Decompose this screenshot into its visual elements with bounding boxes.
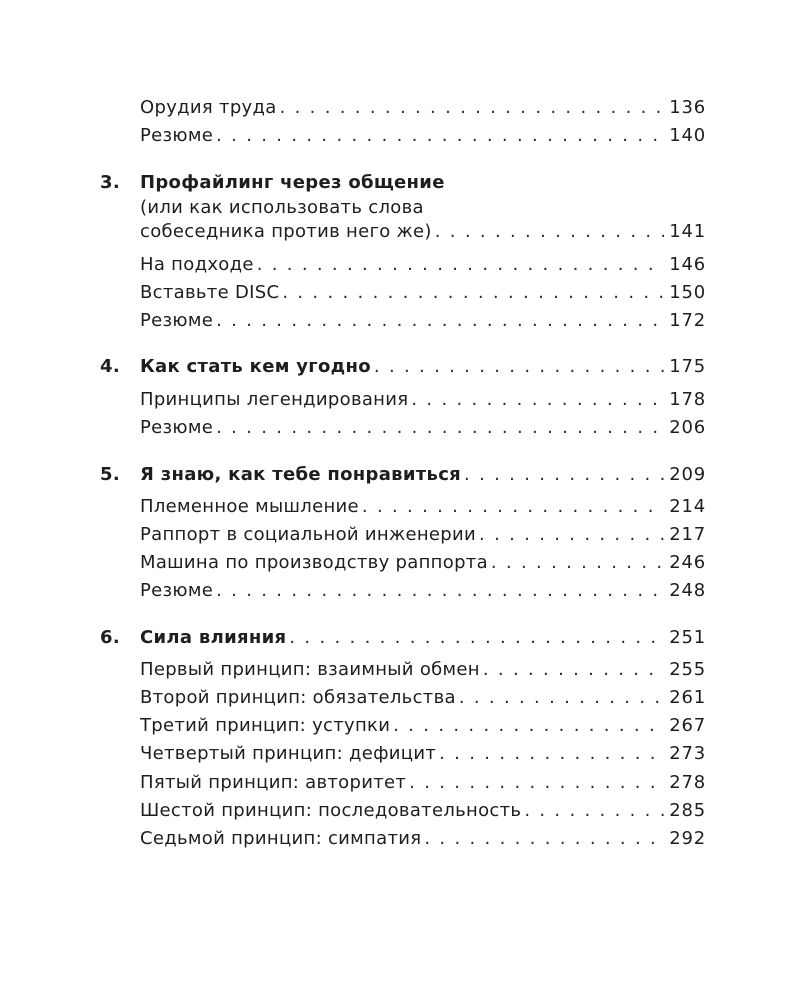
toc-entry-page: 261 (669, 687, 706, 708)
dot-leader (439, 740, 664, 768)
toc-entry-title: Шестой принцип: последовательность (140, 800, 522, 821)
toc-entry-page: 217 (669, 524, 706, 545)
toc-entry-title: Племенное мышление (140, 496, 359, 517)
chapter-page: 209 (669, 464, 706, 485)
toc-entry-title: Машина по производству раппорта (140, 552, 488, 573)
toc-entry[interactable] (140, 740, 706, 768)
dot-leader (411, 386, 664, 414)
chapter-heading[interactable] (140, 218, 706, 246)
toc-entry-page: 178 (669, 389, 706, 410)
toc-entry-title: Второй принцип: обязательства (140, 687, 456, 708)
toc-entry[interactable] (140, 94, 706, 122)
chapter-title: Как стать кем угодно (140, 356, 371, 377)
chapter-number: 6. (100, 627, 120, 648)
toc-entry-page: 206 (669, 417, 706, 438)
toc-entry[interactable] (140, 656, 706, 684)
toc-entry-title: Седьмой принцип: симпатия (140, 828, 422, 849)
dot-leader (374, 353, 664, 381)
chapter-heading[interactable] (140, 461, 706, 489)
toc-entry-title: Орудия труда (140, 97, 277, 118)
dot-leader (216, 122, 664, 150)
dot-leader (362, 493, 664, 521)
toc-entry-page: 246 (669, 552, 706, 573)
toc-entry-title: Третий принцип: уступки (140, 715, 391, 736)
toc-entry-page: 267 (669, 715, 706, 736)
dot-leader (464, 461, 664, 489)
toc-entry[interactable] (140, 493, 706, 521)
toc-entry-page: 136 (669, 97, 706, 118)
chapter-title: Сила влияния (140, 627, 287, 648)
chapter-number: 5. (100, 464, 120, 485)
dot-leader (479, 521, 664, 549)
dot-leader (216, 414, 664, 442)
dot-leader (491, 549, 664, 577)
toc-entry[interactable] (140, 521, 706, 549)
dot-leader (483, 656, 664, 684)
chapter-heading[interactable] (140, 353, 706, 381)
chapter-page: 175 (669, 356, 706, 377)
toc-entry[interactable] (140, 577, 706, 605)
toc-entry-title: Принципы легендирования (140, 389, 409, 410)
toc-entry-page: 214 (669, 496, 706, 517)
dot-leader (424, 825, 664, 853)
toc-entry-page: 150 (669, 282, 706, 303)
chapter-title: Я знаю, как тебе понравиться (140, 464, 462, 485)
chapter-title-continued: собеседника против него же) (140, 221, 432, 242)
toc-entry-page: 172 (669, 310, 706, 331)
dot-leader (216, 307, 664, 335)
toc-entry-page: 248 (669, 580, 706, 601)
toc-entry-title: Пятый принцип: авторитет (140, 772, 407, 793)
toc-entry-title: Резюме (140, 125, 214, 146)
dot-leader (289, 624, 664, 652)
dot-leader (257, 251, 664, 279)
toc-entry[interactable] (140, 414, 706, 442)
dot-leader (459, 684, 664, 712)
dot-leader (280, 94, 664, 122)
chapter-title[interactable]: Профайлинг через общение (140, 172, 445, 193)
toc-entry-page: 255 (669, 659, 706, 680)
chapter-page: 251 (669, 627, 706, 648)
toc-entry[interactable] (140, 251, 706, 279)
toc-entry[interactable] (140, 307, 706, 335)
toc-entry[interactable] (140, 825, 706, 853)
chapter-page: 141 (669, 221, 706, 242)
toc-entry-page: 285 (669, 800, 706, 821)
toc-entry[interactable] (140, 122, 706, 150)
toc-entry-page: 146 (669, 254, 706, 275)
dot-leader (409, 769, 664, 797)
dot-leader (435, 218, 664, 246)
toc-entry-title: Резюме (140, 580, 214, 601)
toc-entry-page: 273 (669, 743, 706, 764)
dot-leader (282, 279, 664, 307)
toc-entry-title: Резюме (140, 310, 214, 331)
chapter-number: 3. (100, 172, 120, 193)
toc-entry-page: 292 (669, 828, 706, 849)
toc-entry[interactable] (140, 549, 706, 577)
toc-entry[interactable] (140, 279, 706, 307)
toc-entry-page: 140 (669, 125, 706, 146)
toc-entry-title: Четвертый принцип: дефицит (140, 743, 437, 764)
dot-leader (393, 712, 664, 740)
toc-entry-title: Резюме (140, 417, 214, 438)
toc-entry[interactable] (140, 769, 706, 797)
toc-entry-title: Раппорт в социальной инженерии (140, 524, 477, 545)
toc-entry-title: На подходе (140, 254, 254, 275)
toc-entry[interactable] (140, 797, 706, 825)
chapter-title-continued[interactable]: (или как использовать слова (140, 197, 424, 218)
toc-entry-title: Вставьте DISC (140, 282, 280, 303)
chapter-number: 4. (100, 356, 120, 377)
dot-leader (216, 577, 664, 605)
toc-entry[interactable] (140, 712, 706, 740)
toc-entry-title: Первый принцип: взаимный обмен (140, 659, 480, 680)
chapter-heading[interactable] (140, 624, 706, 652)
toc-entry[interactable] (140, 386, 706, 414)
toc-entry-page: 278 (669, 772, 706, 793)
dot-leader (524, 797, 664, 825)
toc-entry[interactable] (140, 684, 706, 712)
